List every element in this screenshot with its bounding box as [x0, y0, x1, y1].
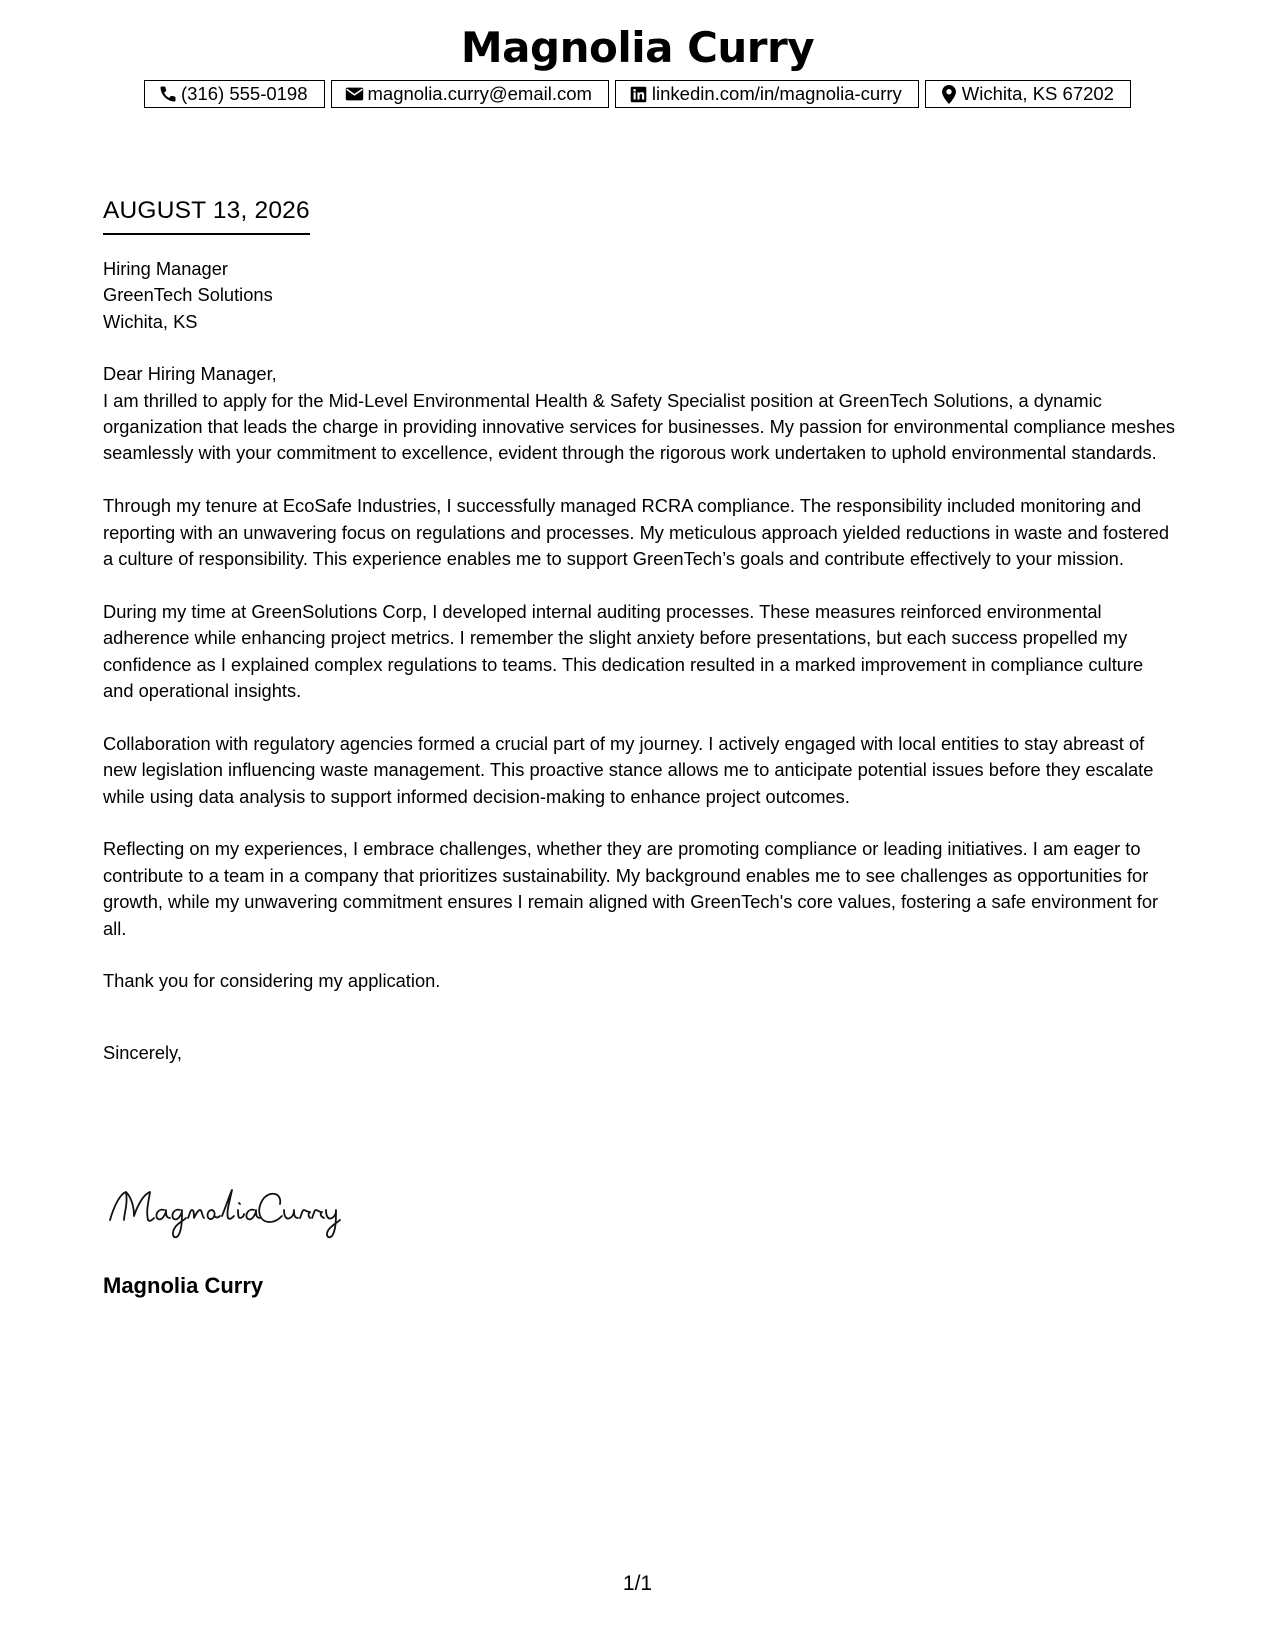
paragraph-ecosafe: Through my tenure at EcoSafe Industries, I successfully managed RCRA compliance. The responsibility included monitoring and reporting with an unwavering focus on regulations and processes. My meticulous approach yielded reductions in waste and fostered a culture of responsibility. This experience enables me to support GreenTech’s goals and contribute effectively to your mission.	[103, 495, 1169, 570]
handwritten-signature	[104, 1180, 364, 1250]
page-number: 1/1	[622, 1572, 653, 1595]
envelope-icon	[345, 84, 365, 104]
contact-linkedin[interactable]	[615, 80, 919, 108]
letter-body	[103, 256, 1178, 1066]
applicant-name-heading: Magnolia Curry	[460, 23, 815, 72]
closing: Sincerely,	[103, 1041, 182, 1063]
linkedin-url: linkedin.com/in/magnolia-curry	[651, 83, 902, 104]
contact-email[interactable]	[331, 80, 609, 108]
recipient-location: Wichita, KS	[103, 310, 198, 332]
contact-location	[925, 80, 1131, 108]
phone-number: (316) 555-0198	[181, 83, 308, 104]
map-marker-icon	[939, 84, 959, 104]
paragraph-collaboration: Collaboration with regulatory agencies formed a crucial part of my journey. I actively engaged with local entities to stay abreast of new legislation influencing waste management. This proactive stance allows me to anticipate potential issues before they escalate while using data analysis to support informed decision-making to enhance project outcomes.	[103, 732, 1154, 807]
paragraph-greensolutions: During my time at GreenSolutions Corp, I developed internal auditing processes. These measures reinforced environmental adherence while enhancing project metrics. I remember the slight anxiety before presentations, but each success propelled my confidence as I explained complex regulations to teams. This dedication resulted in a marked improvement in compliance culture and operational insights.	[103, 600, 1144, 702]
salutation: Dear Hiring Manager,	[103, 363, 277, 385]
location-text: Wichita, KS 67202	[961, 83, 1114, 104]
signed-name: Magnolia Curry	[103, 1273, 264, 1298]
contact-phone[interactable]	[144, 80, 325, 108]
recipient-company: GreenTech Solutions	[103, 284, 273, 306]
letter-date: AUGUST 13, 2026	[103, 196, 310, 235]
email-address: magnolia.curry@email.com	[367, 83, 592, 104]
linkedin-icon	[629, 84, 649, 104]
phone-icon	[158, 84, 178, 104]
recipient-title: Hiring Manager	[103, 258, 228, 279]
thank-you-line: Thank you for considering my application.	[103, 970, 441, 992]
contact-info-bar	[0, 80, 1275, 108]
recipient-block	[103, 256, 1178, 335]
paragraph-intro: I am thrilled to apply for the Mid-Level Environmental Health & Safety Specialist position at GreenTech Solutions, a dynamic organization that leads the charge in providing innovative services for businesses. My passion for environmental compliance meshes seamlessly with your commitment to excellence, evident through the rigorous work undertaken to uphold environmental standards.	[103, 389, 1176, 464]
date-block	[103, 196, 310, 235]
paragraph-reflection: Reflecting on my experiences, I embrace challenges, whether they are promoting compliance or leading initiatives. I am eager to contribute to a team in a company that prioritizes sustainability. My background enables me to see challenges as opportunities for growth, while my unwavering commitment ensures I remain aligned with GreenTech's core values, fostering a safe environment for all.	[103, 838, 1159, 939]
